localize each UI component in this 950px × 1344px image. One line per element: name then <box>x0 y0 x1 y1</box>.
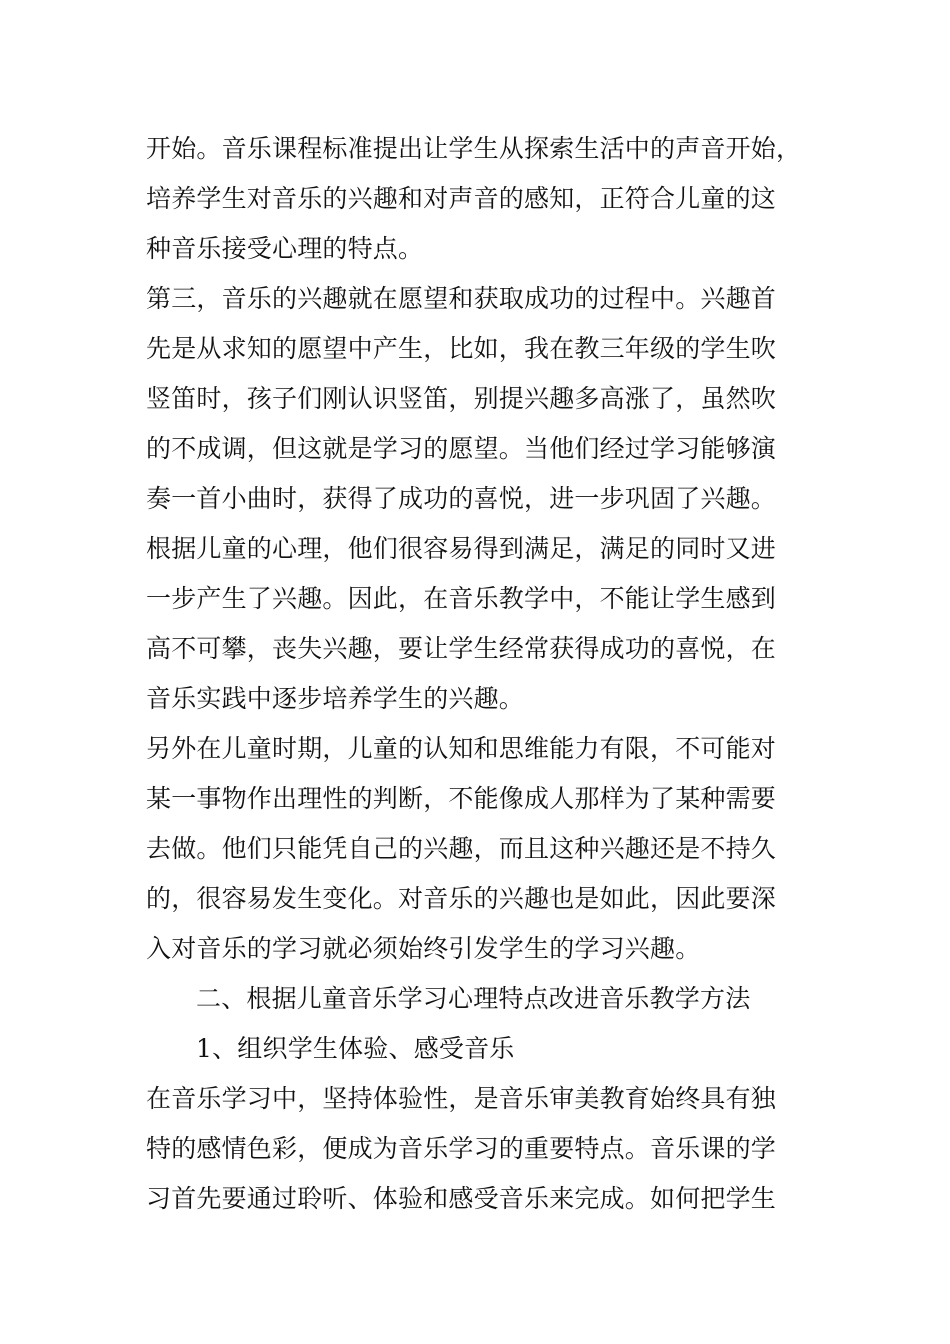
document-body <box>146 124 806 1224</box>
text-line: 的，很容易发生变化。对音乐的兴趣也是如此，因此要深 <box>146 884 777 913</box>
subsection-heading: 1、组织学生体验、感受音乐 <box>196 1034 515 1063</box>
text-line: 开始。音乐课程标准提出让学生从探索生活中的声音开始， <box>146 134 802 163</box>
text-line: 一步产生了兴趣。因此，在音乐教学中，不能让学生感到 <box>146 584 777 613</box>
text-line: 第三，音乐的兴趣就在愿望和获取成功的过程中。兴趣首 <box>146 284 777 313</box>
text-line: 习首先要通过聆听、体验和感受音乐来完成。如何把学生 <box>146 1184 777 1213</box>
text-line: 根据儿童的心理，他们很容易得到满足，满足的同时又进 <box>146 534 777 563</box>
text-line: 培养学生对音乐的兴趣和对声音的感知，正符合儿童的这 <box>146 184 777 213</box>
text-line: 先是从求知的愿望中产生，比如，我在教三年级的学生吹 <box>146 334 777 363</box>
text-line: 高不可攀，丧失兴趣，要让学生经常获得成功的喜悦，在 <box>146 634 777 663</box>
text-line: 音乐实践中逐步培养学生的兴趣。 <box>146 684 525 713</box>
text-line: 的不成调，但这就是学习的愿望。当他们经过学习能够演 <box>146 434 777 463</box>
text-line: 另外在儿童时期，儿童的认知和思维能力有限，不可能对 <box>146 734 777 763</box>
text-line: 入对音乐的学习就必须始终引发学生的学习兴趣。 <box>146 934 701 963</box>
text-line: 某一事物作出理性的判断，不能像成人那样为了某种需要 <box>146 784 777 813</box>
text-line: 种音乐接受心理的特点。 <box>146 234 424 263</box>
text-line: 去做。他们只能凭自己的兴趣，而且这种兴趣还是不持久 <box>146 834 777 863</box>
text-line: 特的感情色彩，便成为音乐学习的重要特点。音乐课的学 <box>146 1134 777 1163</box>
section-heading: 二、根据儿童音乐学习心理特点改进音乐教学方法 <box>196 984 751 1013</box>
text-line: 奏一首小曲时，获得了成功的喜悦，进一步巩固了兴趣。 <box>146 484 777 513</box>
text-line: 竖笛时，孩子们刚认识竖笛，别提兴趣多高涨了，虽然吹 <box>146 384 777 413</box>
text-line: 在音乐学习中，坚持体验性，是音乐审美教育始终具有独 <box>146 1084 777 1113</box>
